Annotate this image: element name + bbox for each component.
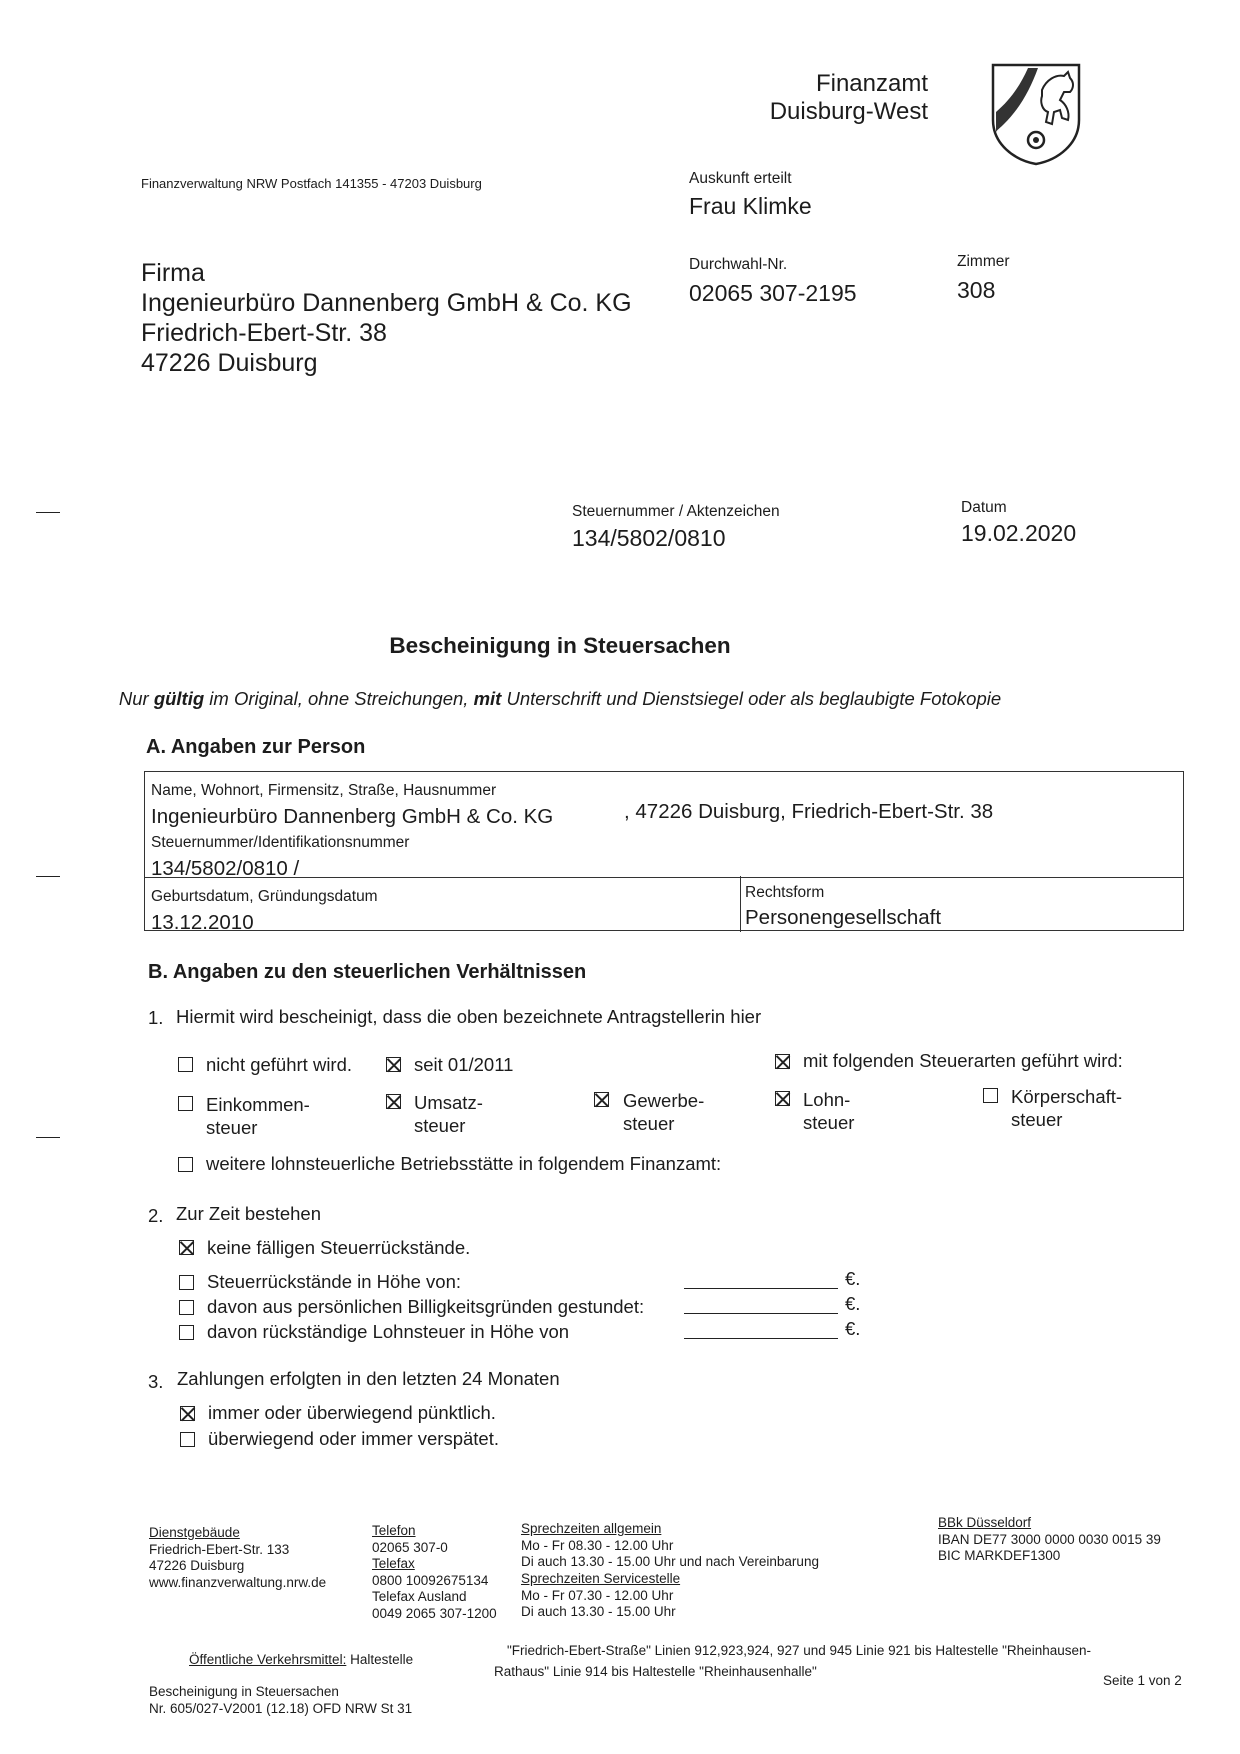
legal-form-label: Rechtsform (745, 884, 825, 901)
room-value: 308 (957, 277, 996, 303)
corporate-tax-line1: Körperschaft- (1011, 1086, 1123, 1107)
footer-building (149, 1525, 326, 1591)
founding-date-value: 13.12.2010 (151, 911, 254, 934)
recipient-address (141, 258, 632, 378)
wage-tax-line2: steuer (803, 1112, 855, 1133)
checkbox-wage-arrears[interactable] (179, 1325, 194, 1340)
taxid-label: Steuernummer/Identifikationsnummer (151, 834, 410, 851)
income-tax-line2: steuer (206, 1117, 258, 1138)
hours-line1: Mo - Fr 08.30 - 12.00 Uhr (521, 1537, 674, 1553)
document-title: Bescheinigung in Steuersachen (389, 633, 731, 658)
recipient-line4: 47226 Duisburg (141, 349, 318, 377)
service-hours-line1: Mo - Fr 07.30 - 12.00 Uhr (521, 1587, 674, 1603)
subtitle-part1: Nur (118, 688, 154, 709)
trade-tax-line2: steuer (623, 1113, 675, 1134)
bank-heading: BBk Düsseldorf (938, 1515, 1032, 1530)
building-heading: Dienstgebäude (149, 1525, 240, 1540)
checkbox-not-managed[interactable] (178, 1057, 193, 1072)
deferred-currency: €. (845, 1293, 861, 1314)
founding-date-label: Geburtsdatum, Gründungsdatum (151, 888, 378, 905)
contact-name: Frau Klimke (689, 193, 812, 219)
checkbox-deferred[interactable] (179, 1300, 194, 1315)
subtitle-bold1: gültig (153, 688, 205, 709)
fax-abroad-label: Telefax Ausland (372, 1589, 467, 1604)
item3-number: 3. (148, 1371, 164, 1392)
tax-number-label: Steuernummer / Aktenzeichen (572, 503, 780, 520)
corporate-tax-line2: steuer (1011, 1109, 1063, 1130)
recipient-line3: Friedrich-Ebert-Str. 38 (141, 319, 387, 347)
person-box-divider (740, 876, 741, 932)
item1-number: 1. (148, 1007, 164, 1028)
phone-label: Durchwahl-Nr. (689, 256, 788, 273)
checkbox-late[interactable] (180, 1432, 195, 1447)
checkbox-vat[interactable] (386, 1094, 401, 1109)
opt-since-label: seit 01/2011 (414, 1054, 514, 1075)
fax-heading: Telefax (372, 1556, 415, 1571)
legal-form-value: Personengesellschaft (745, 906, 942, 929)
sender-line: Finanzverwaltung NRW Postfach 141355 - 47203 Duisburg (141, 176, 482, 191)
form-name: Bescheinigung in Steuersachen (149, 1684, 339, 1699)
vat-label (414, 1091, 483, 1137)
bank-iban: IBAN DE77 3000 0000 0030 0015 39 (938, 1531, 1161, 1547)
phone-number: 02065 307-0 (372, 1539, 448, 1555)
punctual-label: immer oder überwiegend pünktlich. (208, 1402, 496, 1423)
service-hours-heading: Sprechzeiten Servicestelle (521, 1571, 681, 1586)
name-value: Ingenieurbüro Dannenberg GmbH & Co. KG (151, 805, 554, 828)
building-city: 47226 Duisburg (149, 1558, 245, 1573)
fax-number: 0800 10092675134 (372, 1572, 489, 1588)
footer-phone (372, 1523, 497, 1622)
office-name (770, 70, 928, 126)
punch-mark (36, 876, 60, 877)
nrw-coat-of-arms-icon (990, 62, 1082, 166)
opt-not-managed-label: nicht geführt wird. (206, 1054, 353, 1075)
fax-abroad-number: 0049 2065 307-1200 (372, 1605, 497, 1621)
opt-with-taxes-label: mit folgenden Steuerarten geführt wird: (803, 1050, 1123, 1071)
taxid-value: 134/5802/0810 / (151, 857, 300, 880)
recipient-line1: Firma (141, 259, 205, 287)
hours-line2: Di auch 13.30 - 15.00 Uhr und nach Vereinbarung (521, 1554, 819, 1569)
date-value: 19.02.2020 (961, 520, 1077, 546)
fold-mark (36, 1137, 60, 1138)
income-tax-line1: Einkommen- (206, 1094, 310, 1115)
no-arrears-label: keine fälligen Steuerrückstände. (207, 1237, 471, 1258)
checkbox-since[interactable] (386, 1057, 401, 1072)
wage-arrears-amount-field[interactable] (684, 1338, 838, 1339)
checkbox-arrears[interactable] (179, 1275, 194, 1290)
transit-label (189, 1652, 413, 1669)
date-label: Datum (961, 499, 1007, 516)
office-name-line1: Finanzamt (815, 70, 928, 97)
room-label: Zimmer (957, 253, 1010, 270)
item3-text: Zahlungen erfolgten in den letzten 24 Monaten (177, 1368, 560, 1389)
wage-arrears-label: davon rückständige Lohnsteuer in Höhe von (207, 1321, 570, 1342)
phone-heading: Telefon (372, 1523, 416, 1538)
transit-text-1: "Friedrich-Ebert-Straße" Linien 912,923,924, 927 und 945 Linie 921 bis Haltestelle "Rheinhausen- (507, 1643, 1091, 1658)
checkbox-with-taxes[interactable] (775, 1054, 790, 1069)
website-link[interactable]: www.finanzverwaltung.nrw.de (149, 1574, 327, 1590)
checkbox-corporate-tax[interactable] (983, 1088, 998, 1103)
name-label: Name, Wohnort, Firmensitz, Straße, Hausnummer (151, 782, 497, 799)
deferred-amount-field[interactable] (684, 1313, 838, 1314)
footer-service-hours (521, 1571, 680, 1621)
deferred-label: davon aus persönlichen Billigkeitsgründen gestundet: (207, 1296, 645, 1317)
office-name-line2: Duisburg-West (769, 98, 928, 125)
wage-tax-line1: Lohn- (803, 1089, 851, 1110)
section-a-heading: A. Angaben zur Person (146, 736, 366, 758)
recipient-line2: Ingenieurbüro Dannenberg GmbH & Co. KG (141, 289, 632, 317)
wage-tax-label (803, 1088, 854, 1134)
subtitle-part2: im Original, ohne Streichungen, (204, 688, 474, 709)
arrears-label: Steuerrückstände in Höhe von: (207, 1271, 462, 1292)
checkbox-wage-tax[interactable] (775, 1091, 790, 1106)
contact-label: Auskunft erteilt (689, 170, 792, 187)
transit-text-2: Rathaus" Linie 914 bis Haltestelle "Rheinhausenhalle" (494, 1664, 817, 1679)
service-hours-line2: Di auch 13.30 - 15.00 Uhr (521, 1604, 676, 1619)
arrears-amount-field[interactable] (684, 1288, 838, 1289)
checkbox-trade-tax[interactable] (594, 1092, 609, 1107)
building-street: Friedrich-Ebert-Str. 133 (149, 1541, 290, 1557)
footer-hours (521, 1521, 819, 1571)
tax-number-value: 134/5802/0810 (572, 525, 726, 551)
income-tax-label (206, 1093, 310, 1139)
section-b-heading: B. Angaben zu den steuerlichen Verhältnissen (148, 961, 587, 983)
document-subtitle (0, 688, 1120, 710)
footer-bank (938, 1515, 1161, 1565)
checkbox-further-site[interactable] (178, 1157, 193, 1172)
bank-bic: BIC MARKDEF1300 (938, 1548, 1061, 1563)
wage-arrears-currency: €. (845, 1318, 861, 1339)
item1-text: Hiermit wird bescheinigt, dass die oben bezeichnete Antragstellerin hier (176, 1006, 762, 1027)
hours-heading: Sprechzeiten allgemein (521, 1521, 662, 1536)
subtitle-bold2: mit (473, 688, 502, 709)
phone-value: 02065 307-2195 (689, 280, 857, 306)
checkbox-income-tax[interactable] (178, 1096, 193, 1111)
arrears-currency: €. (845, 1268, 861, 1289)
form-number: Nr. 605/027-V2001 (12.18) OFD NRW St 31 (149, 1700, 413, 1716)
checkbox-punctual[interactable] (180, 1406, 195, 1421)
trade-tax-line1: Gewerbe- (623, 1090, 705, 1111)
transit-stop-text: Haltestelle (346, 1652, 414, 1667)
transit-label-text: Öffentliche Verkehrsmittel: (189, 1652, 347, 1667)
page-number: Seite 1 von 2 (1103, 1673, 1182, 1688)
form-identifier (149, 1684, 412, 1717)
trade-tax-label (623, 1089, 704, 1135)
corporate-tax-label (1011, 1085, 1122, 1131)
item2-number: 2. (148, 1205, 164, 1226)
further-site-label: weitere lohnsteuerliche Betriebsstätte in folgendem Finanzamt: (206, 1153, 722, 1174)
vat-line1: Umsatz- (414, 1092, 483, 1113)
address-value: , 47226 Duisburg, Friedrich-Ebert-Str. 38 (624, 800, 994, 823)
fold-mark (36, 512, 60, 513)
subtitle-part3: Unterschrift und Dienstsiegel oder als beglaubigte Fotokopie (501, 688, 1002, 709)
checkbox-no-arrears[interactable] (179, 1240, 194, 1255)
item2-text: Zur Zeit bestehen (176, 1203, 321, 1224)
vat-line2: steuer (414, 1115, 466, 1136)
late-label: überwiegend oder immer verspätet. (208, 1428, 500, 1449)
